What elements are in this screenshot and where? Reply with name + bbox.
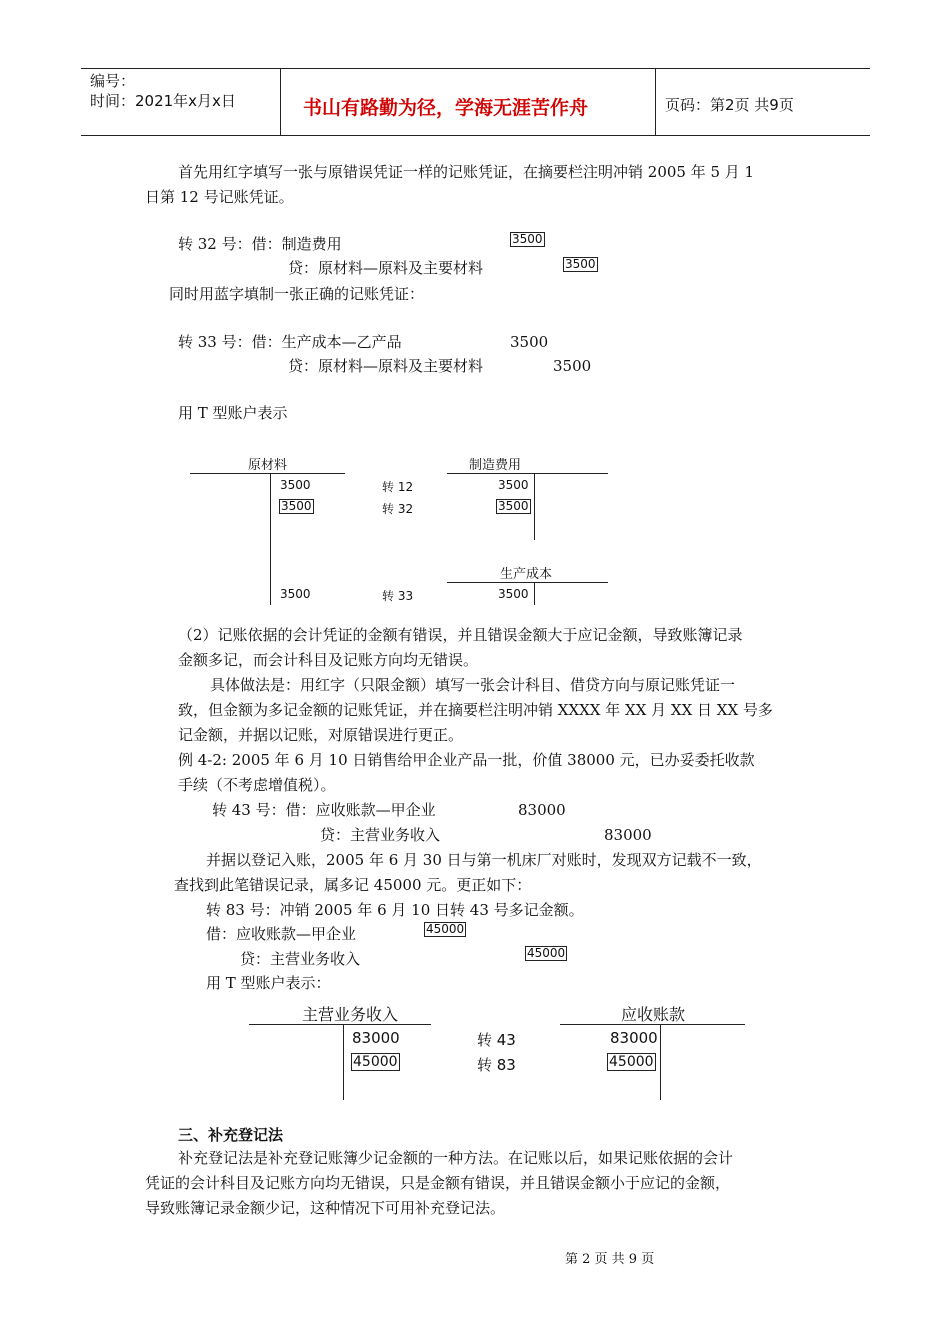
t1-right-hline <box>447 473 608 474</box>
t1-right-r1: 3500 <box>498 478 529 492</box>
para1-line2: 日第 12 号记账凭证。 <box>145 188 294 206</box>
t1-mid-r2: 转 32 <box>382 502 414 516</box>
sec2-line5: 记金额，并据以记账，对原错误进行更正。 <box>178 726 464 744</box>
sec3-heading: 三、补充登记法 <box>178 1126 284 1144</box>
t2-right-hline <box>560 1024 745 1025</box>
t1-mid-r1: 转 12 <box>382 480 414 494</box>
t1-right2-hline <box>447 582 608 583</box>
t1-right-r2: 3500 <box>498 499 529 513</box>
header-serial: 编号： <box>90 72 136 90</box>
entry33-debit: 转 33 号：借：生产成本—乙产品 <box>178 333 402 351</box>
t1-right-title: 制造费用 <box>469 458 522 473</box>
sec2-line7: 手续（不考虑增值税）。 <box>178 776 336 794</box>
t1-left-hline <box>190 473 345 474</box>
note-blue: 同时用蓝字填制一张正确的记账凭证： <box>169 285 425 303</box>
entry43-credit: 贷：主营业务收入 <box>320 826 441 844</box>
entry83-credit-amount: 45000 <box>527 946 566 960</box>
t1-left-vline <box>270 473 271 605</box>
t1-right-r3: 3500 <box>498 587 529 601</box>
header-divider-left <box>280 68 281 136</box>
entry32-debit: 转 32 号：借：制造费用 <box>178 235 342 253</box>
entry83-debit: 借：应收账款—甲企业 <box>206 925 357 943</box>
t1-mid-r3: 转 33 <box>382 589 414 603</box>
sec2-line6: 例 4-2: 2005 年 6 月 10 日销售给甲企业产品一批，价值 38000 元，已办妥委托收款 <box>178 751 755 769</box>
t2-left-r2: 45000 <box>353 1054 398 1070</box>
entry33-debit-amount: 3500 <box>510 333 549 351</box>
t2-left-hline <box>249 1024 431 1025</box>
para1-line1: 首先用红字填写一张与原错误凭证一样的记账凭证，在摘要栏注明冲销 2005 年 5 月 1 <box>178 163 755 181</box>
sec2b-line2: 查找到此笔错误记录，属多记 45000 元。更正如下： <box>174 876 532 894</box>
sec2-line1: （2）记账依据的会计凭证的金额有错误，并且错误金额大于应记金额，导致账簿记录 <box>178 626 743 644</box>
t2-right-title: 应收账款 <box>621 1005 686 1024</box>
sec3-line2: 凭证的会计科目及记账方向均无错误，只是金额有错误，并且错误金额小于应记的金额， <box>145 1174 731 1192</box>
t2-right-r1: 83000 <box>610 1029 658 1047</box>
t2-right-r2: 45000 <box>609 1054 654 1070</box>
entry83-credit: 贷：主营业务收入 <box>240 950 361 968</box>
entry83-debit-amount: 45000 <box>426 922 465 936</box>
t2-mid-r2: 转 83 <box>477 1056 516 1074</box>
entry43-debit-amount: 83000 <box>518 801 566 819</box>
t2-mid-r1: 转 43 <box>477 1031 516 1049</box>
t1-right2-title: 生产成本 <box>500 567 553 582</box>
entry43-credit-amount: 83000 <box>604 826 652 844</box>
t2-left-r1: 83000 <box>352 1029 400 1047</box>
sec3-line1: 补充登记法是补充登记账簿少记金额的一种方法。在记账以后，如果记账依据的会计 <box>178 1149 734 1167</box>
entry32-credit-amount: 3500 <box>565 257 596 271</box>
entry33-credit: 贷：原材料—原料及主要材料 <box>288 357 484 375</box>
entry32-debit-amount: 3500 <box>512 232 543 246</box>
t-intro-1: 用 T 型账户表示 <box>178 404 288 422</box>
sec3-line3: 导致账簿记录金额少记，这种情况下可用补充登记法。 <box>145 1199 506 1217</box>
t1-left-r1: 3500 <box>280 478 311 492</box>
header-page: 页码：第2页 共9页 <box>665 96 794 114</box>
page-footer: 第 2 页 共 9 页 <box>565 1252 655 1267</box>
entry32-credit: 贷：原材料—原料及主要材料 <box>288 259 484 277</box>
sec2-line2: 金额多记，而会计科目及记账方向均无错误。 <box>178 651 479 669</box>
t2-left-vline <box>343 1024 344 1100</box>
t1-right-vline <box>534 473 535 540</box>
t2-right-vline <box>660 1024 661 1100</box>
entry33-credit-amount: 3500 <box>553 357 592 375</box>
header-bottom-border <box>81 135 870 136</box>
sec2b-line3: 转 83 号：冲销 2005 年 6 月 10 日转 43 号多记金额。 <box>206 901 584 919</box>
header-divider-right <box>655 68 656 136</box>
sec2-line3: 具体做法是：用红字（只限金额）填写一张会计科目、借贷方向与原记账凭证一 <box>210 676 736 694</box>
t-intro-2: 用 T 型账户表示： <box>206 974 331 992</box>
t1-left-r3: 3500 <box>280 587 311 601</box>
sec2b-line1: 并据以登记入账，2005 年 6 月 30 日与第一机床厂对账时，发现双方记载不一致， <box>206 851 762 869</box>
header-time: 时间：2021年x月x日 <box>90 92 236 110</box>
header-motto: 书山有路勤为径，学海无涯苦作舟 <box>303 97 589 119</box>
t2-left-title: 主营业务收入 <box>302 1005 399 1024</box>
t1-left-r2: 3500 <box>281 499 312 513</box>
sec2-line4: 致，但金额为多记金额的记账凭证，并在摘要栏注明冲销 XXXX 年 XX 月 XX 日 XX 号多 <box>178 701 773 719</box>
header-top-border <box>81 68 870 69</box>
t1-right2-vline <box>534 582 535 605</box>
entry43-debit: 转 43 号：借：应收账款—甲企业 <box>212 801 436 819</box>
t1-left-title: 原材料 <box>248 458 288 473</box>
